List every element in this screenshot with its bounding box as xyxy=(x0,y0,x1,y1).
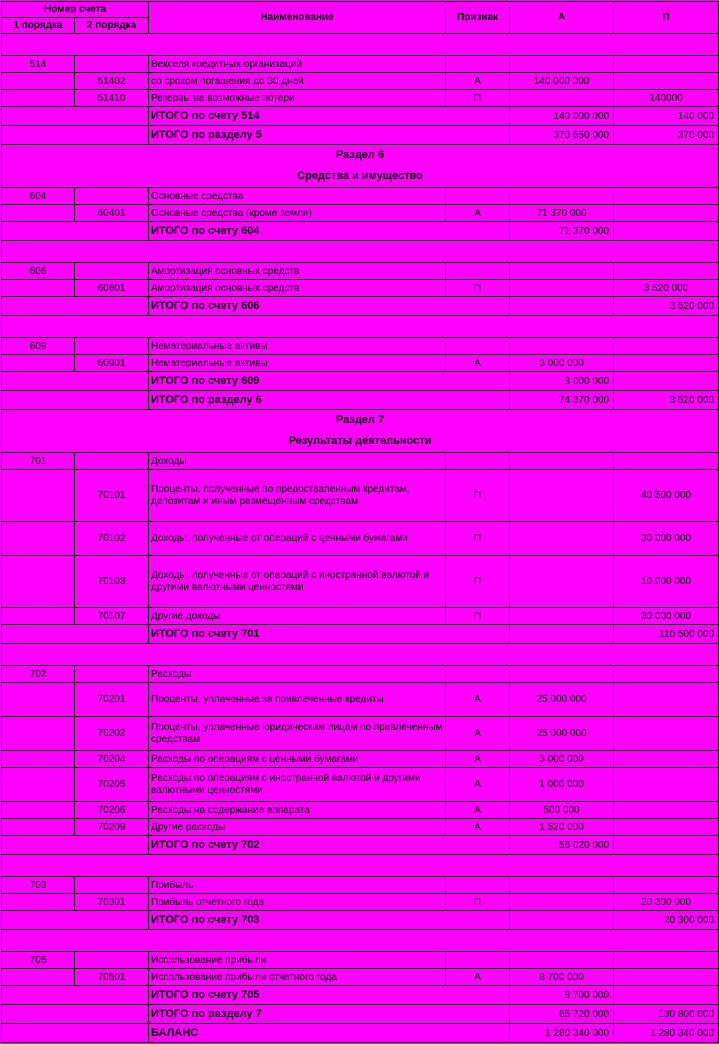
total-label: ИТОГО по счету 609 xyxy=(149,372,510,391)
blank-row xyxy=(2,855,719,877)
account-name: Доходы, полученные от операций с иностранной валютой и другими валютными ценностями xyxy=(149,556,446,608)
total-spacer xyxy=(2,391,149,410)
total-a-value: 65 720 000 xyxy=(510,1005,614,1024)
account-name: со сроком погашения до 30 дней xyxy=(149,73,446,90)
second-order-account: 70206 xyxy=(75,802,149,819)
second-order-header: 2 порядка xyxy=(75,18,149,34)
account-row xyxy=(2,90,719,107)
total-a-value: 71 370 000 xyxy=(510,222,614,241)
second-order-account: 70501 xyxy=(75,969,149,986)
total-spacer xyxy=(2,222,149,241)
section-title: Средства и имущество xyxy=(2,166,719,188)
account-row xyxy=(2,608,719,625)
first-order-account xyxy=(2,683,75,717)
total-spacer xyxy=(2,126,149,145)
account-row xyxy=(2,802,719,819)
account-sign: П xyxy=(446,556,510,608)
total-label: БАЛАНС xyxy=(149,1024,510,1043)
account-p-value xyxy=(614,188,719,205)
account-a-value xyxy=(510,263,614,280)
account-p-value: 30 000 000 xyxy=(614,608,719,625)
account-sign xyxy=(446,666,510,683)
second-order-account: 70107 xyxy=(75,608,149,625)
first-order-account xyxy=(2,205,75,222)
first-order-account xyxy=(2,280,75,297)
account-sign: П xyxy=(446,894,510,911)
account-row xyxy=(2,73,719,90)
total-row xyxy=(2,836,719,855)
account-a-value xyxy=(510,522,614,556)
total-spacer xyxy=(2,1024,149,1043)
account-name: Расходы по операциям с ценными бумагами xyxy=(149,751,446,768)
account-row xyxy=(2,522,719,556)
account-sign xyxy=(446,56,510,73)
account-name: Амортизация основных средств xyxy=(149,263,446,280)
section-title-row xyxy=(2,431,719,453)
first-order-account: 702 xyxy=(2,666,75,683)
total-a-value: 3 000 000 xyxy=(510,372,614,391)
account-sign: А xyxy=(446,969,510,986)
blank-row xyxy=(2,316,719,338)
total-spacer xyxy=(2,372,149,391)
blank-cell xyxy=(2,930,719,952)
total-p-value xyxy=(614,836,719,855)
first-order-account: 701 xyxy=(2,453,75,470)
account-sign xyxy=(446,877,510,894)
account-sign: П xyxy=(446,608,510,625)
first-order-account xyxy=(2,768,75,802)
blank-cell xyxy=(2,644,719,666)
total-a-value: 8 700 000 xyxy=(510,986,614,1005)
account-row xyxy=(2,894,719,911)
total-row xyxy=(2,372,719,391)
account-row xyxy=(2,819,719,836)
total-row xyxy=(2,986,719,1005)
second-order-account xyxy=(75,56,149,73)
account-p-value xyxy=(614,355,719,372)
account-name: Проценты, полученные по предоставленным кредитам, депозитам и иным размещенным средствам xyxy=(149,470,446,522)
blank-cell xyxy=(2,855,719,877)
total-p-value: 3 520 000 xyxy=(614,297,719,316)
section-number-row xyxy=(2,410,719,431)
account-p-value xyxy=(614,263,719,280)
account-p-value: 30 000 000 xyxy=(614,522,719,556)
second-order-account: 70202 xyxy=(75,717,149,751)
blank-cell xyxy=(2,241,719,263)
account-a-value: 71 370 000 xyxy=(510,205,614,222)
account-p-value: 40 500 000 xyxy=(614,470,719,522)
account-p-value xyxy=(614,666,719,683)
account-a-value: 1 000 000 xyxy=(510,768,614,802)
account-p-value xyxy=(614,73,719,90)
first-order-account xyxy=(2,73,75,90)
total-spacer xyxy=(2,836,149,855)
second-order-account xyxy=(75,338,149,355)
second-order-account: 51410 xyxy=(75,90,149,107)
account-name: Доходы, полученные от операций с ценными бумагами xyxy=(149,522,446,556)
first-order-account xyxy=(2,717,75,751)
account-row xyxy=(2,683,719,717)
account-row xyxy=(2,280,719,297)
account-sign xyxy=(446,188,510,205)
total-row xyxy=(2,107,719,126)
account-row xyxy=(2,188,719,205)
total-p-value: 20 300 000 xyxy=(614,911,719,930)
account-sign xyxy=(446,952,510,969)
account-name: Использование прибыли отчетного года xyxy=(149,969,446,986)
account-p-value xyxy=(614,338,719,355)
total-a-value: 56 020 000 xyxy=(510,836,614,855)
blank-row xyxy=(2,644,719,666)
first-order-account: 703 xyxy=(2,877,75,894)
first-order-account: 514 xyxy=(2,56,75,73)
total-label: ИТОГО по разделу 6 xyxy=(149,391,510,410)
account-sign xyxy=(446,263,510,280)
account-a-value: 25 000 000 xyxy=(510,717,614,751)
account-a-value xyxy=(510,894,614,911)
account-name: Расходы на содержание аппарата xyxy=(149,802,446,819)
account-p-value xyxy=(614,717,719,751)
account-sign: А xyxy=(446,717,510,751)
total-p-value: 3 520 000 xyxy=(614,391,719,410)
account-p-value xyxy=(614,802,719,819)
total-spacer xyxy=(2,107,149,126)
second-order-account: 60401 xyxy=(75,205,149,222)
account-name: Расходы xyxy=(149,666,446,683)
total-row xyxy=(2,222,719,241)
first-order-account xyxy=(2,751,75,768)
total-a-value: 1 280 340 000 xyxy=(510,1024,614,1043)
account-sign xyxy=(446,338,510,355)
first-order-account xyxy=(2,522,75,556)
total-p-value xyxy=(614,372,719,391)
account-p-value: 10 000 000 xyxy=(614,556,719,608)
account-name: Основные средства (кроме земли) xyxy=(149,205,446,222)
first-order-header: 1 порядка xyxy=(2,18,75,34)
account-a-value xyxy=(510,280,614,297)
total-p-value: 1 280 340 000 xyxy=(614,1024,719,1043)
col-p-header: П xyxy=(614,2,719,34)
total-spacer xyxy=(2,625,149,644)
first-order-account xyxy=(2,355,75,372)
account-a-value xyxy=(510,90,614,107)
blank-cell xyxy=(2,34,719,56)
total-p-value: 140 000 xyxy=(614,107,719,126)
account-name: Доходы xyxy=(149,453,446,470)
account-name: Прибыль отчетного года xyxy=(149,894,446,911)
account-p-value: 140000 xyxy=(614,90,719,107)
account-row xyxy=(2,56,719,73)
account-a-value: 1 520 000 xyxy=(510,819,614,836)
account-row xyxy=(2,470,719,522)
second-order-account xyxy=(75,877,149,894)
total-label: ИТОГО по разделу 7 xyxy=(149,1005,510,1024)
account-a-value xyxy=(510,338,614,355)
account-name: Резервы на возможные потери xyxy=(149,90,446,107)
account-p-value xyxy=(614,952,719,969)
account-name: Нематериальные активы xyxy=(149,355,446,372)
account-name: Другие расходы xyxy=(149,819,446,836)
second-order-account: 70103 xyxy=(75,556,149,608)
first-order-account: 606 xyxy=(2,263,75,280)
second-order-account xyxy=(75,263,149,280)
second-order-account: 70102 xyxy=(75,522,149,556)
account-a-value: 8 700 000 xyxy=(510,969,614,986)
total-row xyxy=(2,1005,719,1024)
first-order-account xyxy=(2,470,75,522)
account-number-header: Номер счета xyxy=(2,2,149,18)
total-row xyxy=(2,297,719,316)
first-order-account xyxy=(2,608,75,625)
account-name: Расходы по операциям с иностранной валютой и другими валютными ценностями xyxy=(149,768,446,802)
account-a-value: 3 000 000 xyxy=(510,355,614,372)
total-label: ИТОГО по счету 604 xyxy=(149,222,510,241)
total-spacer xyxy=(2,986,149,1005)
first-order-account: 705 xyxy=(2,952,75,969)
account-sign: А xyxy=(446,751,510,768)
second-order-account xyxy=(75,666,149,683)
balance-table xyxy=(1,1,719,1043)
account-row xyxy=(2,751,719,768)
total-a-value: 370 650 000 xyxy=(510,126,614,145)
account-sign xyxy=(446,453,510,470)
total-a-value xyxy=(510,911,614,930)
section-number: Раздел 7 xyxy=(2,410,719,431)
total-label: ИТОГО по счету 701 xyxy=(149,625,510,644)
total-p-value: 370 000 xyxy=(614,126,719,145)
account-a-value xyxy=(510,556,614,608)
total-p-value xyxy=(614,986,719,1005)
account-row xyxy=(2,768,719,802)
section-number-row xyxy=(2,145,719,166)
account-row xyxy=(2,263,719,280)
first-order-account xyxy=(2,90,75,107)
account-sign: А xyxy=(446,683,510,717)
account-sign: А xyxy=(446,73,510,90)
second-order-account xyxy=(75,188,149,205)
account-a-value xyxy=(510,453,614,470)
total-a-value: 140 000 000 xyxy=(510,107,614,126)
first-order-account xyxy=(2,894,75,911)
account-row xyxy=(2,969,719,986)
total-spacer xyxy=(2,1005,149,1024)
account-sign: А xyxy=(446,802,510,819)
account-sign: П xyxy=(446,522,510,556)
total-spacer xyxy=(2,297,149,316)
total-label: ИТОГО по счету 514 xyxy=(149,107,510,126)
account-p-value xyxy=(614,969,719,986)
total-row xyxy=(2,625,719,644)
account-name: Другие доходы xyxy=(149,608,446,625)
account-p-value: 3 520 000 xyxy=(614,280,719,297)
account-row xyxy=(2,556,719,608)
account-row xyxy=(2,205,719,222)
total-p-value xyxy=(614,222,719,241)
account-a-value: 140 000 000 xyxy=(510,73,614,90)
first-order-account xyxy=(2,556,75,608)
total-row xyxy=(2,391,719,410)
second-order-account: 70204 xyxy=(75,751,149,768)
total-p-value: 130 800 000 xyxy=(614,1005,719,1024)
total-label: ИТОГО по счету 606 xyxy=(149,297,510,316)
sign-header: Признак xyxy=(446,2,510,34)
account-sign: А xyxy=(446,355,510,372)
account-name: Проценты, уплаченные за привлеченные кредиты xyxy=(149,683,446,717)
account-p-value xyxy=(614,819,719,836)
total-a-value xyxy=(510,297,614,316)
account-row xyxy=(2,453,719,470)
account-a-value xyxy=(510,952,614,969)
account-p-value xyxy=(614,768,719,802)
first-order-account: 609 xyxy=(2,338,75,355)
second-order-account xyxy=(75,952,149,969)
col-a-header: А xyxy=(510,2,614,34)
account-p-value: 20 300 000 xyxy=(614,894,719,911)
account-a-value: 3 000 000 xyxy=(510,751,614,768)
account-p-value xyxy=(614,205,719,222)
total-row xyxy=(2,1024,719,1043)
second-order-account: 70205 xyxy=(75,768,149,802)
header-row-1 xyxy=(2,2,719,18)
account-row xyxy=(2,717,719,751)
blank-cell xyxy=(2,316,719,338)
account-a-value xyxy=(510,666,614,683)
account-a-value xyxy=(510,877,614,894)
first-order-account xyxy=(2,969,75,986)
second-order-account: 70101 xyxy=(75,470,149,522)
total-a-value: 74 370 000 xyxy=(510,391,614,410)
total-label: ИТОГО по разделу 5 xyxy=(149,126,510,145)
account-a-value: 500 000 xyxy=(510,802,614,819)
account-sign: П xyxy=(446,90,510,107)
second-order-account: 51402 xyxy=(75,73,149,90)
balance-table-body xyxy=(2,2,719,1043)
account-p-value xyxy=(614,751,719,768)
total-label: ИТОГО по счету 705 xyxy=(149,986,510,1005)
account-name: Амортизация основных средств xyxy=(149,280,446,297)
first-order-account xyxy=(2,802,75,819)
account-row xyxy=(2,952,719,969)
blank-row xyxy=(2,930,719,952)
account-row xyxy=(2,338,719,355)
account-row xyxy=(2,666,719,683)
account-name: Векселя кредитных организаций xyxy=(149,56,446,73)
account-name: Нематериальные активы xyxy=(149,338,446,355)
blank-row xyxy=(2,241,719,263)
account-row xyxy=(2,877,719,894)
second-order-account: 70201 xyxy=(75,683,149,717)
account-a-value xyxy=(510,56,614,73)
first-order-account: 604 xyxy=(2,188,75,205)
total-label: ИТОГО по счету 703 xyxy=(149,911,510,930)
account-p-value xyxy=(614,453,719,470)
account-a-value xyxy=(510,188,614,205)
account-sign: П xyxy=(446,470,510,522)
account-p-value xyxy=(614,56,719,73)
account-p-value xyxy=(614,683,719,717)
account-name: Основные средства xyxy=(149,188,446,205)
second-order-account: 70209 xyxy=(75,819,149,836)
account-a-value xyxy=(510,470,614,522)
second-order-account: 60601 xyxy=(75,280,149,297)
second-order-account: 60901 xyxy=(75,355,149,372)
section-title-row xyxy=(2,166,719,188)
total-a-value xyxy=(510,625,614,644)
total-spacer xyxy=(2,911,149,930)
total-row xyxy=(2,126,719,145)
account-row xyxy=(2,355,719,372)
total-p-value: 110 500 000 xyxy=(614,625,719,644)
account-name: Прибыль xyxy=(149,877,446,894)
account-a-value: 25 000 000 xyxy=(510,683,614,717)
second-order-account: 70301 xyxy=(75,894,149,911)
account-name: Использование прибыли xyxy=(149,952,446,969)
name-header: Наименование xyxy=(149,2,446,34)
second-order-account xyxy=(75,453,149,470)
account-sign: П xyxy=(446,280,510,297)
account-name: Проценты, уплаченные юридическим лицам по привлеченным средствам xyxy=(149,717,446,751)
account-sign: А xyxy=(446,768,510,802)
first-order-account xyxy=(2,819,75,836)
blank-row xyxy=(2,34,719,56)
account-p-value xyxy=(614,877,719,894)
total-row xyxy=(2,911,719,930)
section-number: Раздел 6 xyxy=(2,145,719,166)
account-sign: А xyxy=(446,205,510,222)
account-a-value xyxy=(510,608,614,625)
total-label: ИТОГО по счету 702 xyxy=(149,836,510,855)
section-title: Результаты деятельности xyxy=(2,431,719,453)
account-sign: А xyxy=(446,819,510,836)
